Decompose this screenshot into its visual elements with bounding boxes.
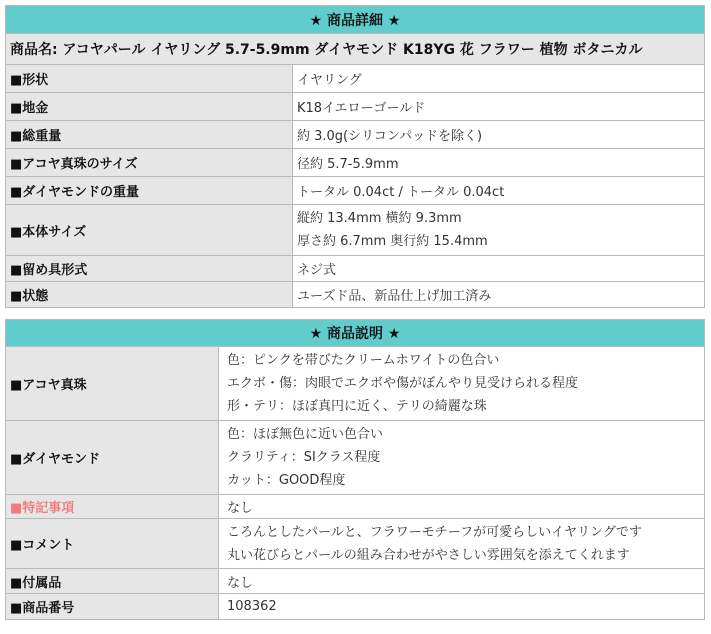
pearl-line-1: 色：ピンクを帯びたクリームホワイトの色合い: [227, 353, 500, 368]
product-title: 商品名: アコヤパール イヤリング 5.7-5.9mm ダイヤモンド K18YG 花 フラワー 植物 ボタニカル: [6, 34, 705, 65]
row-value-condition: ユーズド品、新品仕上げ加工済み: [293, 282, 705, 308]
row-label-weight: ■総重量: [6, 121, 293, 149]
comment-line-2: 丸い花びらとパールの組み合わせがやさしい雰囲気を添えてくれます: [227, 547, 630, 563]
row-label-shape: ■形状: [6, 65, 293, 93]
row-value-metal: K18イエローゴールド: [293, 93, 705, 121]
row-value-shape: イヤリング: [293, 65, 705, 93]
row-value-weight: 約 3.0g(シリコンパッドを除く): [293, 121, 705, 149]
row-value-diamond: [219, 421, 705, 495]
row-label-special-notes: ■特記事項: [6, 495, 219, 519]
details-header: ★ 商品詳細 ★: [6, 6, 705, 34]
comment-line-1: ころんとしたパールと、フラワーモチーフが可愛らしいイヤリングです: [227, 524, 642, 540]
row-label-body-size: ■本体サイズ: [6, 205, 293, 256]
row-label-diamond: ■ダイヤモンド: [6, 421, 219, 495]
row-label-clasp: ■留め具形式: [6, 256, 293, 282]
row-value-product-number: 108362: [219, 594, 705, 620]
row-value-comment: [219, 519, 705, 569]
row-label-pearl: ■アコヤ真珠: [6, 347, 219, 421]
row-value-diamond-weight: トータル 0.04ct / トータル 0.04ct: [293, 177, 705, 205]
row-label-diamond-weight: ■ダイヤモンドの重量: [6, 177, 293, 205]
row-label-product-number: ■商品番号: [6, 594, 219, 620]
details-table: [5, 5, 705, 308]
row-value-special-notes: なし: [219, 495, 705, 519]
row-value-pearl-size: 径約 5.7-5.9mm: [293, 149, 705, 177]
row-value-pearl: [219, 347, 705, 421]
row-value-accessories: なし: [219, 569, 705, 594]
row-label-comment: ■コメント: [6, 519, 219, 569]
diamond-line-3: カット：GOOD程度: [227, 473, 346, 488]
body-size-line-2: 厚さ約 6.7mm 奥行約 15.4mm: [297, 234, 488, 249]
body-size-line-1: 縦約 13.4mm 横約 9.3mm: [297, 211, 462, 226]
row-label-metal: ■地金: [6, 93, 293, 121]
diamond-line-1: 色：ほぼ無色に近い色合い: [227, 427, 384, 442]
description-table: [5, 319, 705, 620]
row-value-body-size: [293, 205, 705, 256]
row-label-pearl-size: ■アコヤ真珠のサイズ: [6, 149, 293, 177]
description-header: ★ 商品説明 ★: [6, 320, 705, 347]
pearl-line-2: エクボ・傷：肉眼でエクボや傷がぼんやり見受けられる程度: [227, 376, 579, 391]
row-label-accessories: ■付属品: [6, 569, 219, 594]
row-value-clasp: ネジ式: [293, 256, 705, 282]
diamond-line-2: クラリティ：SIクラス程度: [227, 450, 381, 465]
row-label-condition: ■状態: [6, 282, 293, 308]
pearl-line-3: 形・テリ：ほぼ真円に近く、テリの綺麗な珠: [227, 399, 487, 414]
